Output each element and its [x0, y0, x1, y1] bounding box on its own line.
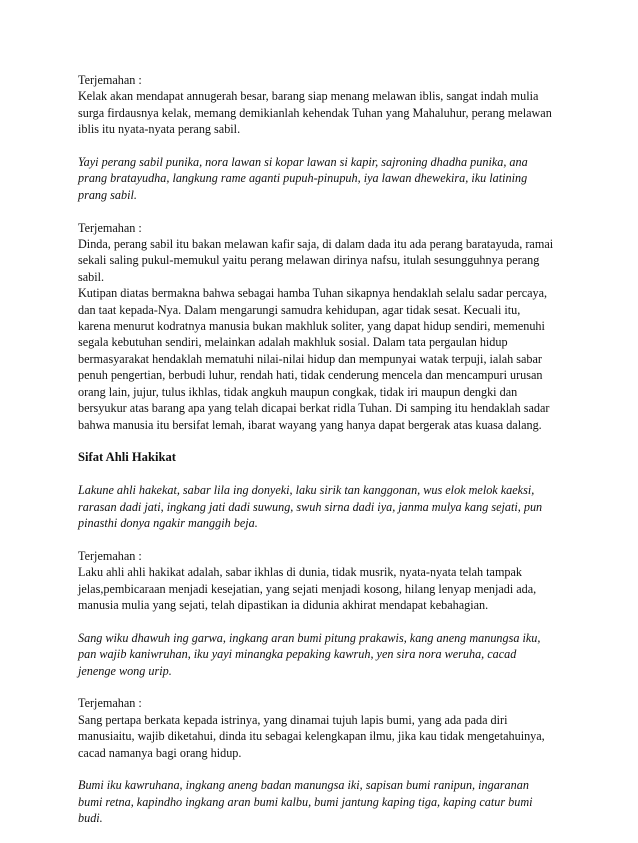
text-line: Terjemahan : [78, 73, 142, 87]
text-line: bahwa manusia itu bersifat lemah, ibarat wayang yang hanya dapat bergerak atas kuasa dalang. [78, 417, 542, 432]
text-line: bersyukur atas barang apa yang telah dicapai berkat ridla Tuhan. Di samping itu hendaklah sadar [78, 401, 550, 416]
text-line: pan wajib kaniwruhan, iku yayi minangka pepaking kawruh, yen sira nora weruha, cacad [78, 647, 517, 662]
document-page [78, 72, 568, 843]
text-line: Bumi iku kawruhana, ingkang aneng badan manungsa iki, sapisan bumi ranipun, ingaranan [78, 778, 529, 793]
text-line: Kutipan diatas bermakna bahwa sebagai hamba Tuhan sikapnya hendaklah selalu sadar percaya, [78, 286, 548, 301]
text-line: jenenge wong urip. [78, 663, 172, 678]
javanese-verse-paragraph [78, 482, 568, 531]
text-line: jelas,pembicaraan menjadi kesejatian, yang sejati menjadi kosong, hilang lenyap menjadi ada, [78, 581, 537, 596]
text-line: karena menurut kodratnya manusia bukan makhluk soliter, yang dapat hidup sendiri, memenuhi [78, 319, 545, 334]
text-line: manusia mulia yang sejati, telah dipastikan ia didunia akhirat mendapat kebahagian. [78, 597, 489, 612]
text-line: segala kebutuhan sendiri, melainkan adalah makhluk sosial. Dalam tata pergaulan hidup [78, 335, 508, 350]
paragraph [78, 72, 568, 138]
text-line: pinasthi donya ngakir manggih beja. [78, 515, 258, 530]
text-line: Yayi perang sabil punika, nora lawan si kopar lawan si kapir, sajroning dhadha punika, ana [78, 155, 528, 170]
text-line: manusiaitu, wajib diketahui, dinda itu sebagai kelengkapan ilmu, jika kau tidak mengetahuinya, [78, 729, 545, 744]
text-line: Sang wiku dhawuh ing garwa, ingkang aran bumi pitung prakawis, kang aneng manungsa iku, [78, 630, 541, 645]
text-line: Terjemahan : [78, 548, 142, 563]
section-heading [78, 449, 568, 465]
javanese-verse-paragraph [78, 777, 568, 826]
text-line: bermasyarakat hendaklah mematuhi nilai-nilai hidup dan mempunyai watak terpuji, ialah sabar [78, 351, 542, 366]
javanese-verse-paragraph [78, 154, 568, 203]
paragraph [78, 285, 568, 433]
paragraph [78, 548, 568, 614]
text-line: cacad namanya bagi orang hidup. [78, 745, 242, 760]
text-line: bumi retna, kapindho ingkang aran bumi kalbu, bumi jantung kaping tiga, kaping catur bumi [78, 794, 533, 809]
text-line: Sifat Ahli Hakikat [78, 450, 176, 465]
text-line: Sang pertapa berkata kepada istrinya, yang dinamai tujuh lapis bumi, yang ada pada diri [78, 712, 508, 727]
text-line: Terjemahan : [78, 696, 142, 711]
text-line: dan taat kepada-Nya. Dalam mengarungi samudra kehidupan, agar tidak sesat. Kecuali itu, [78, 302, 521, 317]
text-line: iblis itu nyata-nyata perang sabil. [78, 122, 241, 137]
text-line: Lakune ahli hakekat, sabar lila ing donyeki, laku sirik tan kanggonan, wus elok melok kaeksi, [78, 483, 535, 498]
text-line: Kelak akan mendapat annugerah besar, barang siap menang melawan iblis, sangat indah mulia [78, 89, 539, 104]
text-line: prang bratayudha, langkung rame aganti pupuh-pinupuh, iya lawan dhewekira, iku latining [78, 171, 528, 186]
javanese-verse-paragraph [78, 630, 568, 679]
text-line: rarasan dadi jati, ingkang jati dadi suwung, swuh sirna dadi iya, janma mulya kang sejati, pun [78, 499, 543, 514]
text-line: Laku ahli ahli hakikat adalah, sabar ikhlas di dunia, tidak musrik, nyata-nyata telah tampak [78, 565, 523, 580]
text-line: penuh pengertian, berbudi luhur, rendah hati, tidak cenderung mencela dan mencampuri urusan [78, 368, 543, 383]
text-line: budi. [78, 811, 103, 826]
paragraph [78, 220, 568, 286]
text-line: orang lain, jujur, tulus ikhlas, tidak angkuh maupun congkak, tidak iri maupun dengki dan [78, 384, 518, 399]
text-line: Terjemahan : [78, 220, 142, 235]
text-line: sabil. [78, 269, 105, 284]
text-line: sekali saling pukul-memukul yaitu perang melawan dirinya nafsu, itulah sesungguhnya perang [78, 253, 540, 268]
paragraph [78, 695, 568, 761]
text-line: prang sabil. [78, 187, 137, 202]
text-line: Dinda, perang sabil itu bakan melawan kafir saja, di dalam dada itu ada perang baratayuda, ramai [78, 237, 554, 252]
text-line: surga firdausnya kelak, memang demikianlah kehendak Tuhan yang Mahaluhur, perang melawan [78, 105, 552, 120]
